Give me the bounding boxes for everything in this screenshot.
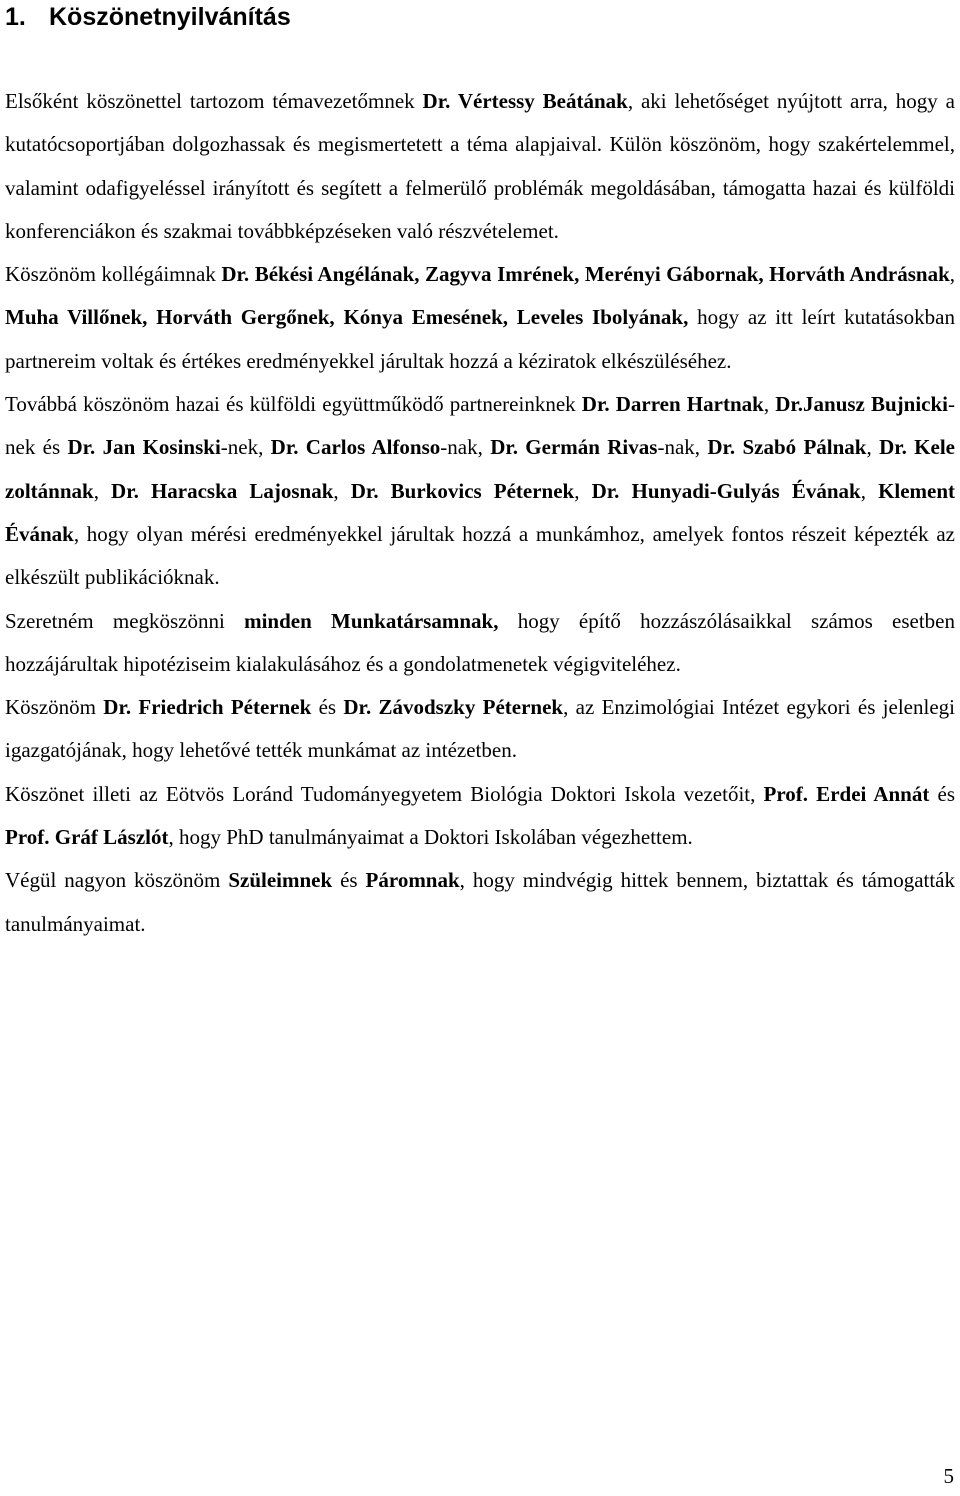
bold-text-run: Dr.Janusz Bujnicki <box>775 392 949 417</box>
text-run: Szeretném megköszönni <box>5 608 245 633</box>
text-run: , <box>866 435 880 460</box>
document-page <box>5 0 955 946</box>
bold-text-run: Dr. Kele zoltánnak <box>5 435 955 503</box>
bold-text-run: Klement Évának <box>5 478 956 546</box>
text-run: -nek és <box>5 392 956 460</box>
text-run: , hogy PhD tanulmányaimat a Doktori Iskolában végezhettem. <box>168 825 693 850</box>
text-run: , az Enzimológiai Intézet egykori és jelenlegi igazgatójának, hogy lehetővé tették munkámat az intézetben. <box>5 695 955 763</box>
paragraph <box>5 80 955 253</box>
bold-text-run: Dr. Jan Kosinski <box>67 435 221 460</box>
text-run: és <box>332 868 366 893</box>
paragraph <box>5 600 955 687</box>
text-run: és <box>929 781 955 806</box>
section-heading <box>5 0 955 80</box>
bold-text-run: Prof. Erdei Annát <box>763 781 930 806</box>
bold-text-run: Dr. Vértessy Beátának <box>422 89 628 113</box>
bold-text-run: Dr. Hunyadi-Gulyás Évának <box>591 478 861 503</box>
text-run: , aki lehetőséget nyújtott arra, hogy a kutatócsoportjában dolgozhassak és megismertetett a téma alapjaival. Külön köszönöm, hogy szakértelemmel, valamint odafigyeléssel irányított és segített a felmerülő problémák megoldásában, támogatta hazai és külföldi konferenciákon és szakmai továbbképzéseken való részvételemet. <box>5 89 956 243</box>
bold-text-run: Dr. Szabó Pálnak <box>707 435 867 460</box>
text-run: Elsőként köszönettel tartozom témavezetőmnek <box>5 89 423 113</box>
bold-text-run: Dr. Carlos Alfonso <box>270 435 441 460</box>
text-run: Köszönöm <box>5 695 104 720</box>
text-run: Köszönet illeti az Eötvös Loránd Tudományegyetem Biológia Doktori Iskola vezetőit, <box>5 781 764 806</box>
text-run: , <box>860 478 879 503</box>
section-title: Köszönetnyilvánítás <box>49 3 291 31</box>
bold-text-run: Páromnak <box>365 868 460 893</box>
bold-text-run: Dr. Burkovics Péternek <box>350 478 575 503</box>
text-run: Köszönöm kollégáimnak <box>5 262 222 287</box>
text-run: , <box>574 478 592 503</box>
text-run: , <box>333 478 351 503</box>
bold-text-run: Dr. Závodszky Péternek <box>343 695 564 720</box>
text-run: Végül nagyon köszönöm <box>5 868 229 893</box>
text-run: -nek, <box>220 435 271 460</box>
text-run: -nak, <box>440 435 491 460</box>
bold-text-run: Dr. Darren Hartnak <box>581 392 764 417</box>
text-run: , <box>949 262 955 287</box>
text-run: , hogy mindvégig hittek bennem, biztattak és támogatták tanulmányaimat. <box>5 868 955 936</box>
bold-text-run: Dr. Germán Rivas <box>490 435 658 460</box>
text-run: és <box>311 695 344 720</box>
paragraph <box>5 773 955 860</box>
page-number: 5 <box>943 1464 954 1488</box>
section-number: 1. <box>5 3 26 31</box>
bold-text-run: Dr. Békési Angélának, Zagyva Imrének, Merényi Gábornak, Horváth Andrásnak <box>221 262 950 287</box>
text-run: -nak, <box>657 435 708 460</box>
bold-text-run: Muha Villőnek, Horváth Gergőnek, Kónya Emesének, Leveles Ibolyának, <box>5 305 689 330</box>
paragraph <box>5 859 955 946</box>
text-run: , hogy olyan mérési eredményekkel járultak hozzá a munkámhoz, amelyek fontos részeit képezték az elkészült publikációknak. <box>5 521 955 590</box>
bold-text-run: Dr. Friedrich Péternek <box>103 695 312 720</box>
text-run: Továbbá köszönöm hazai és külföldi együttműködő partnereinknek <box>5 392 582 417</box>
paragraph <box>5 686 955 773</box>
bold-text-run: Prof. Gráf Lászlót <box>5 825 169 850</box>
bold-text-run: Dr. Haracska Lajosnak <box>111 478 334 503</box>
text-run: , <box>763 392 776 417</box>
text-run: hogy építő hozzászólásaikkal számos esetben hozzájárultak hipotéziseim kialakulásához és a gondolatmenetek végigviteléhez. <box>5 608 955 676</box>
text-run: hogy az itt leírt kutatásokban partnereim voltak és értékes eredményekkel járultak hozzá a kéziratok elkészüléséhez. <box>5 305 955 373</box>
text-run: , <box>93 478 112 503</box>
bold-text-run: minden Munkatársamnak, <box>244 608 499 633</box>
bold-text-run: Szüleimnek <box>228 868 333 893</box>
paragraph <box>5 383 955 599</box>
paragraph <box>5 253 955 383</box>
acknowledgements-body <box>5 80 955 946</box>
